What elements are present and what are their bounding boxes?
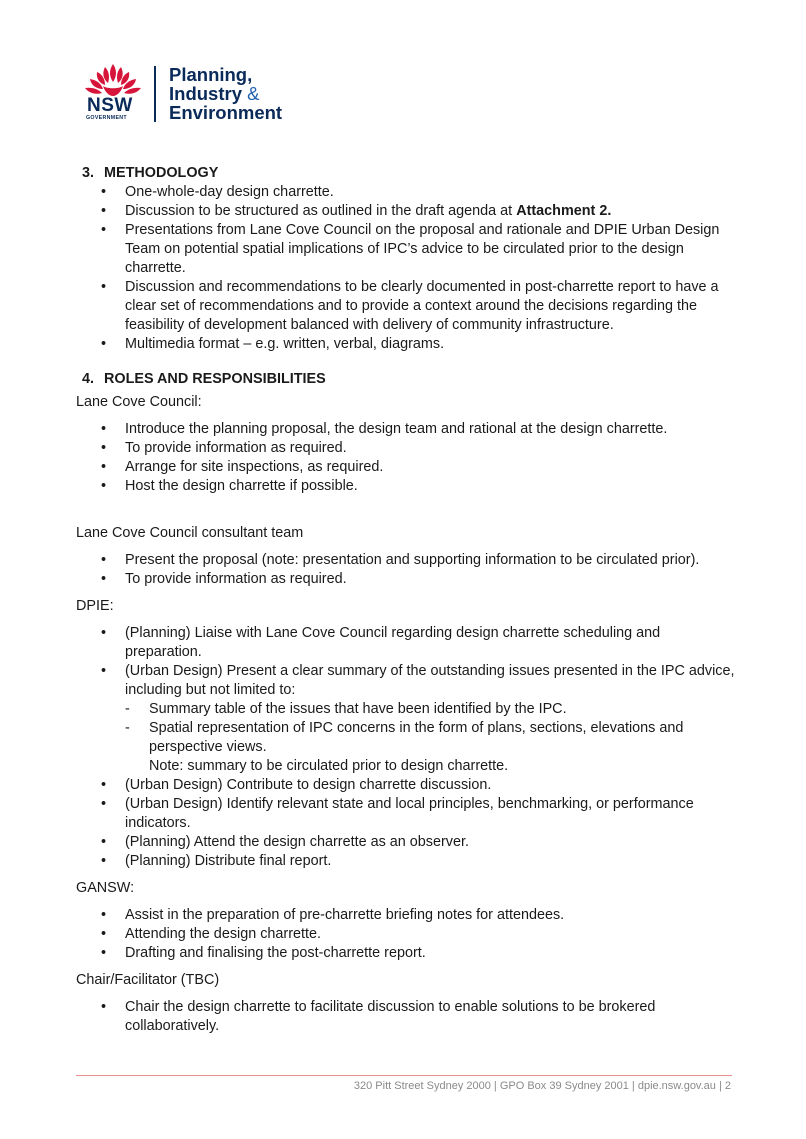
bullet-icon: • <box>101 907 107 923</box>
gansw-label: GANSW: <box>76 880 135 896</box>
list-item-text: One-whole-day design charrette. <box>125 184 334 200</box>
list-item-text: To provide information as required. <box>125 440 347 456</box>
dpie-label: DPIE: <box>76 598 114 614</box>
list-item-text: Discussion and recommendations to be clearly documented in post-charrette report to have a clear set of recommendations and to provide a context around the decisions regarding the feasibility of development balanced with delivery of community infrastructure. <box>125 279 719 333</box>
dash-icon: - <box>125 701 130 717</box>
section-number: 3. <box>82 165 95 181</box>
dept-line-2 <box>169 84 282 103</box>
methodology-list <box>76 183 736 354</box>
methodology-heading <box>82 164 736 183</box>
nsw-government-logo <box>83 62 343 124</box>
list-item-text: Discussion to be structured as outlined in the draft agenda at <box>125 203 517 219</box>
bullet-icon: • <box>101 552 107 568</box>
list-item-text: Present the proposal (note: presentation and supporting information to be circulated prior). <box>125 552 700 568</box>
bullet-icon: • <box>101 663 107 679</box>
sub-list-item <box>125 719 736 757</box>
list-item <box>76 925 736 944</box>
dpie-list <box>76 624 736 871</box>
list-item <box>76 624 736 662</box>
dept-ampersand: & <box>247 83 260 104</box>
list-item <box>76 477 736 496</box>
list-item-text: (Planning) Attend the design charrette as an observer. <box>125 834 469 850</box>
council-list <box>76 420 736 496</box>
sub-list-item-text: Summary table of the issues that have been identified by the IPC. <box>149 701 567 717</box>
bullet-icon: • <box>101 279 107 295</box>
list-item-text: (Planning) Liaise with Lane Cove Council regarding design charrette scheduling and preparation. <box>125 625 661 660</box>
sub-list-item <box>125 700 736 719</box>
list-item <box>76 833 736 852</box>
list-item <box>76 551 736 570</box>
roles-heading <box>82 370 736 389</box>
logo-divider <box>154 66 156 122</box>
bullet-icon: • <box>101 421 107 437</box>
bullet-icon: • <box>101 853 107 869</box>
bullet-icon: • <box>101 440 107 456</box>
list-item <box>76 221 736 278</box>
dept-line-3: Environment <box>169 102 283 123</box>
list-item <box>76 944 736 963</box>
council-label: Lane Cove Council: <box>76 394 202 410</box>
footer-divider <box>76 1075 732 1076</box>
section-title: METHODOLOGY <box>104 165 219 181</box>
bullet-icon: • <box>101 834 107 850</box>
list-item <box>76 570 736 589</box>
list-item-text: Arrange for site inspections, as required. <box>125 459 384 475</box>
logo-nsw-text: NSW <box>87 95 133 116</box>
consultant-label: Lane Cove Council consultant team <box>76 525 304 541</box>
bullet-icon: • <box>101 796 107 812</box>
list-item-text: Drafting and finalising the post-charrette report. <box>125 945 426 961</box>
section-number: 4. <box>82 371 95 387</box>
list-item-text: Host the design charrette if possible. <box>125 478 358 494</box>
attachment-reference: Attachment 2. <box>516 203 612 219</box>
list-item-text: Multimedia format – e.g. written, verbal, diagrams. <box>125 336 445 352</box>
list-item-text: (Planning) Distribute final report. <box>125 853 332 869</box>
bullet-icon: • <box>101 184 107 200</box>
list-item <box>76 998 736 1036</box>
footer-address: 320 Pitt Street Sydney 2000 | GPO Box 39 Sydney 2001 | dpie.nsw.gov.au | 2 <box>353 1080 731 1092</box>
list-item <box>76 795 736 833</box>
bullet-icon: • <box>101 571 107 587</box>
bullet-icon: • <box>101 777 107 793</box>
bullet-icon: • <box>101 945 107 961</box>
list-item-text: Presentations from Lane Cove Council on the proposal and rationale and DPIE Urban Design Team on potential spatial implications of IPC’s advice to be circulated prior to the design charrette. <box>125 222 720 276</box>
sub-list-item-text: Spatial representation of IPC concerns in the form of plans, sections, elevations and perspective views. <box>149 720 684 755</box>
dept-line-1: Planning, <box>169 64 253 85</box>
dept-line-2-text: Industry <box>169 83 242 104</box>
bullet-icon: • <box>101 926 107 942</box>
dpie-sub-list <box>125 700 736 757</box>
list-item-text: (Urban Design) Contribute to design charrette discussion. <box>125 777 492 793</box>
list-item <box>76 662 736 776</box>
chair-list <box>76 998 736 1036</box>
bullet-icon: • <box>101 625 107 641</box>
section-title: ROLES AND RESPONSIBILITIES <box>104 371 326 387</box>
dash-icon: - <box>125 720 130 736</box>
list-item-text: Chair the design charrette to facilitate discussion to enable solutions to be brokered collaboratively. <box>125 999 656 1034</box>
bullet-icon: • <box>101 222 107 238</box>
list-item <box>76 335 736 354</box>
document-body <box>76 160 736 1036</box>
gansw-list <box>76 906 736 963</box>
list-item <box>76 183 736 202</box>
list-item <box>76 458 736 477</box>
consultant-list <box>76 551 736 589</box>
list-item <box>76 776 736 795</box>
bullet-icon: • <box>101 203 107 219</box>
bullet-icon: • <box>101 999 107 1015</box>
logo-government-text: GOVERNMENT <box>86 115 127 121</box>
list-item-text: To provide information as required. <box>125 571 347 587</box>
list-item <box>76 852 736 871</box>
sub-note: Note: summary to be circulated prior to design charrette. <box>149 758 509 774</box>
bullet-icon: • <box>101 478 107 494</box>
bullet-icon: • <box>101 336 107 352</box>
waratah-icon <box>83 62 143 98</box>
list-item-text: (Urban Design) Identify relevant state and local principles, benchmarking, or performance indicators. <box>125 796 694 831</box>
list-item-text: Attending the design charrette. <box>125 926 322 942</box>
list-item <box>76 278 736 335</box>
chair-label: Chair/Facilitator (TBC) <box>76 972 220 988</box>
list-item-text: Assist in the preparation of pre-charrette briefing notes for attendees. <box>125 907 565 923</box>
bullet-icon: • <box>101 459 107 475</box>
list-item <box>76 202 736 221</box>
list-item-text: (Urban Design) Present a clear summary of the outstanding issues presented in the IPC advice, including but not limited to: <box>125 663 735 698</box>
department-name <box>169 65 282 122</box>
list-item <box>76 906 736 925</box>
list-item <box>76 420 736 439</box>
list-item <box>76 439 736 458</box>
list-item-text: Introduce the planning proposal, the design team and rational at the design charrette. <box>125 421 668 437</box>
